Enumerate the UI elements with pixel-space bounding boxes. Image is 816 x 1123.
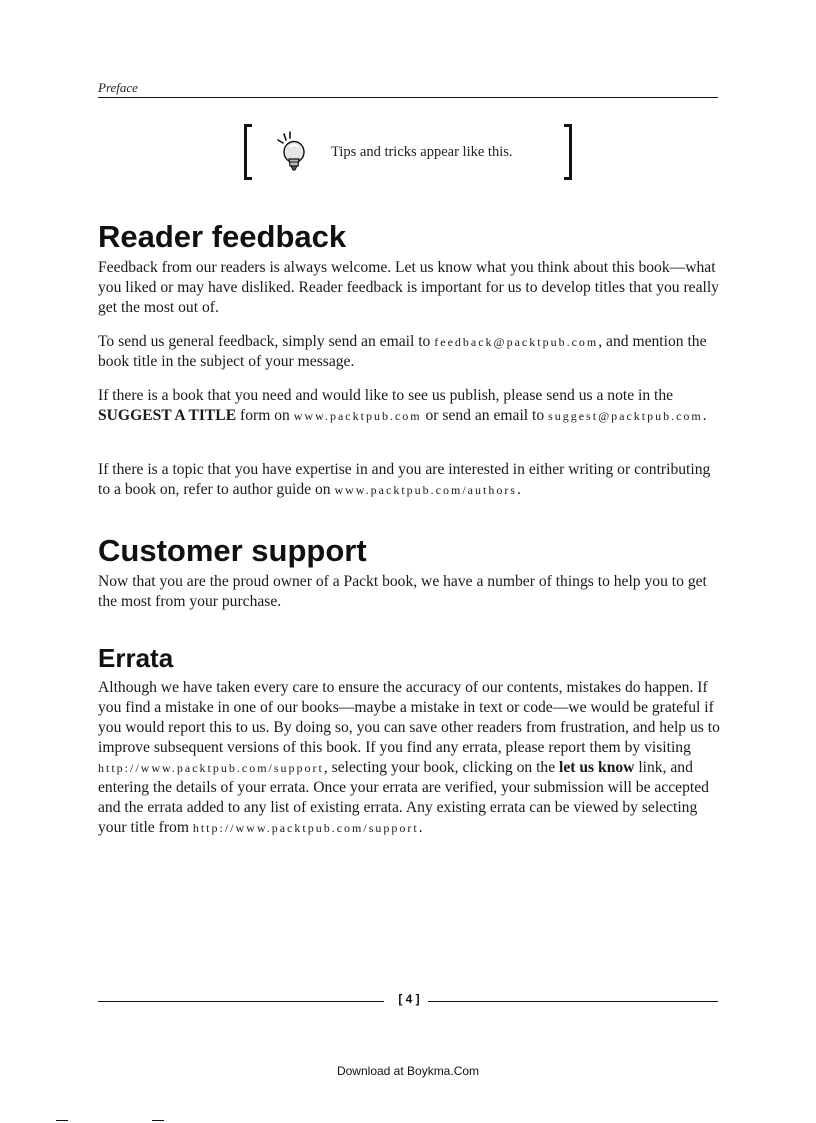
text-run: , and mention the book title in the subject of your message. bbox=[98, 333, 707, 370]
text-run: Although we have taken every care to ensure the accuracy of our contents, mistakes do happen. If you find a mistake in one of our books—maybe a mistake in text or code—we would be grateful if you would report this to us. By doing so, you can save other readers from frustration, and help us to improve subsequent versions of this book. If you find any errata, please report them by visiting bbox=[98, 679, 720, 756]
packt-site: www.packtpub.com bbox=[293, 409, 422, 423]
text-run: form on bbox=[236, 407, 294, 424]
corner-mark bbox=[56, 1120, 68, 1121]
page-footer bbox=[98, 992, 718, 1012]
reader-feedback-paragraph-1: Feedback from our readers is always welcome. Let us know what you think about this book—what you liked or may have disliked. Reader feedback is important for us to develop titles that you really get the most out of. bbox=[98, 259, 719, 316]
text-run: If there is a topic that you have expertise in and you are interested in either writing or contributing to a book on, refer to author guide on bbox=[98, 461, 711, 498]
text-run: , selecting your book, clicking on the bbox=[323, 759, 560, 776]
let-us-know-label: let us know bbox=[559, 759, 635, 776]
download-note: Download at Boykma.Com bbox=[336, 1064, 480, 1078]
authors-link: www.packtpub.com/authors bbox=[334, 483, 517, 497]
running-head: Preface bbox=[98, 80, 138, 95]
customer-support-paragraph: Now that you are the proud owner of a Packt book, we have a number of things to help you to get the most from your purchase. bbox=[98, 573, 707, 610]
footer-rule-left bbox=[98, 1001, 384, 1002]
tip-text: Tips and tricks appear like this. bbox=[331, 144, 513, 160]
footer-rule-right bbox=[428, 1001, 718, 1002]
tip-right-bracket bbox=[564, 124, 572, 180]
reader-feedback-heading: Reader feedback bbox=[98, 219, 347, 254]
reader-feedback-paragraph-2 bbox=[98, 332, 722, 372]
reader-feedback-paragraph-4 bbox=[98, 460, 722, 500]
support-link-2: http://www.packtpub.com/support bbox=[192, 821, 419, 835]
header-rule bbox=[98, 97, 718, 98]
reader-feedback-paragraph-3 bbox=[98, 386, 722, 426]
support-link-1: http://www.packtpub.com/support bbox=[98, 761, 324, 775]
text-run: . bbox=[516, 481, 521, 498]
text-run: . bbox=[702, 407, 707, 424]
text-run: or send an email to bbox=[421, 407, 549, 424]
errata-heading: Errata bbox=[98, 643, 174, 673]
feedback-email: feedback@packtpub.com bbox=[434, 335, 599, 349]
text-run: link, and entering the details of your errata. Once your errata are verified, your submission will be accepted and the errata added to any list of existing errata. Any existing errata can be viewed by selecting your title from bbox=[98, 759, 709, 836]
text-run: . bbox=[418, 819, 423, 836]
text-run: To send us general feedback, simply send an email to bbox=[98, 333, 435, 350]
tip-left-bracket bbox=[244, 124, 252, 180]
page-number: [ 4 ] bbox=[398, 992, 420, 1006]
suggest-title-label: SUGGEST A TITLE bbox=[98, 407, 237, 424]
customer-support-heading: Customer support bbox=[98, 533, 367, 568]
corner-mark bbox=[152, 1120, 164, 1121]
suggest-email: suggest@packtpub.com bbox=[548, 409, 703, 423]
text-run: If there is a book that you need and would like to see us publish, please send us a note in the bbox=[98, 387, 674, 404]
lightbulb-icon bbox=[272, 130, 312, 174]
tip-box bbox=[244, 124, 572, 182]
errata-paragraph bbox=[98, 678, 722, 838]
